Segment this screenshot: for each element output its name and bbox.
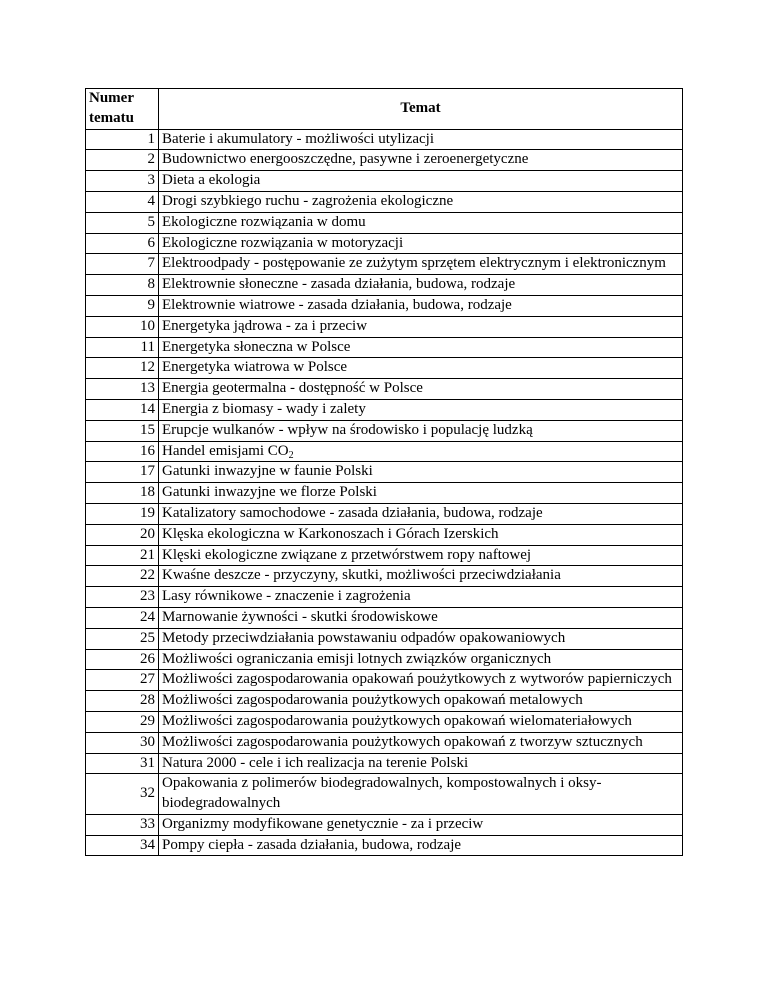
table-body	[86, 129, 683, 856]
topic-title	[159, 254, 683, 275]
topic-number: 6	[86, 233, 159, 254]
table-row	[86, 275, 683, 296]
topic-title-text: Możliwości zagospodarowania opakowań poużytkowych z wytworów papierniczych	[162, 671, 672, 688]
topic-number: 17	[86, 462, 159, 483]
topic-title-text: Elektroodpady - postępowanie ze zużytym sprzętem elektrycznym i elektronicznym	[162, 255, 666, 272]
topic-title-text: Handel emisjami CO	[162, 442, 289, 459]
topic-number: 16	[86, 441, 159, 462]
topic-number: 14	[86, 399, 159, 420]
table-row	[86, 711, 683, 732]
topic-title	[159, 358, 683, 379]
topic-number: 29	[86, 711, 159, 732]
topic-title-text: Organizmy modyfikowane genetycznie - za i przeciw	[162, 815, 484, 832]
topic-number: 21	[86, 545, 159, 566]
topic-number: 18	[86, 483, 159, 504]
topic-title-text: Możliwości zagospodarowania poużytkowych opakowań z tworzyw sztucznych	[162, 733, 643, 750]
topic-title-text: Gatunki inwazyjne we florze Polski	[162, 484, 377, 501]
table-row	[86, 212, 683, 233]
topic-title-text: Możliwości zagospodarowania poużytkowych opakowań metalowych	[162, 692, 583, 709]
topic-number: 32	[86, 774, 159, 815]
table-row	[86, 774, 683, 815]
topic-title	[159, 691, 683, 712]
table-row	[86, 628, 683, 649]
topic-number: 11	[86, 337, 159, 358]
topic-title	[159, 129, 683, 150]
topic-title-text: Natura 2000 - cele i ich realizacja na terenie Polski	[162, 754, 469, 771]
topic-title	[159, 835, 683, 856]
topic-title-text: Energia z biomasy - wady i zalety	[162, 400, 366, 417]
topic-title	[159, 295, 683, 316]
table-row	[86, 171, 683, 192]
topic-number: 27	[86, 670, 159, 691]
topic-title-text: Elektrownie wiatrowe - zasada działania, budowa, rodzaje	[162, 296, 512, 313]
topic-title-text: Drogi szybkiego ruchu - zagrożenia ekologiczne	[162, 192, 454, 209]
topic-title	[159, 545, 683, 566]
topic-title	[159, 628, 683, 649]
topic-number: 26	[86, 649, 159, 670]
topic-title	[159, 191, 683, 212]
topic-number: 19	[86, 503, 159, 524]
topic-number: 13	[86, 379, 159, 400]
topic-number: 31	[86, 753, 159, 774]
topic-title	[159, 587, 683, 608]
table-row	[86, 545, 683, 566]
topic-number: 5	[86, 212, 159, 233]
topics-table	[85, 88, 683, 856]
topic-number: 8	[86, 275, 159, 296]
topic-title-text: Ekologiczne rozwiązania w motoryzacji	[162, 234, 404, 251]
topic-number: 20	[86, 524, 159, 545]
topic-title-text: Klęski ekologiczne związane z przetwórstwem ropy naftowej	[162, 546, 532, 563]
topic-number: 15	[86, 420, 159, 441]
topic-title-text: Energetyka wiatrowa w Polsce	[162, 359, 348, 376]
table-row	[86, 129, 683, 150]
table-row	[86, 753, 683, 774]
topic-title	[159, 316, 683, 337]
topic-title	[159, 212, 683, 233]
table-row	[86, 483, 683, 504]
table-row	[86, 462, 683, 483]
table-row	[86, 233, 683, 254]
topic-title	[159, 774, 683, 815]
topic-title-text: Energia geotermalna - dostępność w Polsce	[162, 380, 423, 397]
topic-title-text: Katalizatory samochodowe - zasada działania, budowa, rodzaje	[162, 504, 543, 521]
table-row	[86, 691, 683, 712]
table-row	[86, 835, 683, 856]
topic-title-text: Klęska ekologiczna w Karkonoszach i Górach Izerskich	[162, 525, 499, 542]
topic-number: 24	[86, 607, 159, 628]
topic-number: 9	[86, 295, 159, 316]
topic-title	[159, 150, 683, 171]
topic-title	[159, 753, 683, 774]
table-row	[86, 524, 683, 545]
table-row	[86, 814, 683, 835]
topic-title-text: Elektrownie słoneczne - zasada działania, budowa, rodzaje	[162, 276, 516, 293]
topic-number: 22	[86, 566, 159, 587]
topic-title	[159, 171, 683, 192]
topic-title-text: Pompy ciepła - zasada działania, budowa, rodzaje	[162, 836, 462, 853]
topic-title	[159, 233, 683, 254]
topic-title	[159, 337, 683, 358]
topic-number: 12	[86, 358, 159, 379]
topic-number: 28	[86, 691, 159, 712]
topic-title-text: Metody przeciwdziałania powstawaniu odpadów opakowaniowych	[162, 629, 566, 646]
topic-title	[159, 462, 683, 483]
topic-title	[159, 399, 683, 420]
table-row	[86, 358, 683, 379]
topic-number: 3	[86, 171, 159, 192]
header-topic: Temat	[159, 89, 683, 130]
topic-title-text: Energetyka jądrowa - za i przeciw	[162, 317, 368, 334]
table-row	[86, 566, 683, 587]
topic-title-text: Budownictwo energooszczędne, pasywne i zeroenergetyczne	[162, 151, 529, 168]
topic-title-text: Gatunki inwazyjne w faunie Polski	[162, 463, 373, 480]
topic-number: 10	[86, 316, 159, 337]
table-row	[86, 420, 683, 441]
table-row	[86, 316, 683, 337]
topic-title	[159, 503, 683, 524]
topic-number: 7	[86, 254, 159, 275]
topic-title-text: Opakowania z polimerów biodegradowalnych, kompostowalnych i oksy-biodegradowalnych	[162, 775, 602, 812]
topic-title	[159, 483, 683, 504]
topic-title	[159, 814, 683, 835]
table-row	[86, 503, 683, 524]
topic-title	[159, 379, 683, 400]
topic-title-text: Możliwości zagospodarowania poużytkowych opakowań wielomateriałowych	[162, 712, 632, 729]
topic-number: 25	[86, 628, 159, 649]
topic-title	[159, 441, 683, 462]
topic-title-text: Ekologiczne rozwiązania w domu	[162, 213, 366, 230]
topic-title-text: Możliwości ograniczania emisji lotnych związków organicznych	[162, 650, 552, 667]
topic-title-text: Baterie i akumulatory - możliwości utylizacji	[162, 130, 434, 147]
table-row	[86, 587, 683, 608]
table-row	[86, 150, 683, 171]
table-row	[86, 295, 683, 316]
topic-title	[159, 711, 683, 732]
header-number: Numer tematu	[86, 89, 159, 130]
topic-title-text: Energetyka słoneczna w Polsce	[162, 338, 351, 355]
topic-number: 4	[86, 191, 159, 212]
topic-title-text: Lasy równikowe - znaczenie i zagrożenia	[162, 588, 411, 605]
topic-title-text: Erupcje wulkanów - wpływ na środowisko i populację ludzką	[162, 421, 533, 438]
topic-title	[159, 275, 683, 296]
topic-title	[159, 566, 683, 587]
table-row	[86, 649, 683, 670]
topic-title-text: Dieta a ekologia	[162, 172, 261, 189]
table-row	[86, 379, 683, 400]
table-row	[86, 337, 683, 358]
topic-title-subscript: 2	[288, 449, 294, 461]
topic-number: 2	[86, 150, 159, 171]
topic-title	[159, 649, 683, 670]
topic-title-text: Marnowanie żywności - skutki środowiskowe	[162, 608, 438, 625]
topic-number: 1	[86, 129, 159, 150]
topic-number: 33	[86, 814, 159, 835]
topic-title-text: Kwaśne deszcze - przyczyny, skutki, możliwości przeciwdziałania	[162, 567, 561, 584]
topic-number: 23	[86, 587, 159, 608]
topic-title	[159, 732, 683, 753]
topic-title	[159, 420, 683, 441]
table-row	[86, 191, 683, 212]
topic-title	[159, 607, 683, 628]
table-row	[86, 399, 683, 420]
table-row	[86, 607, 683, 628]
topic-number: 34	[86, 835, 159, 856]
topic-title	[159, 670, 683, 691]
table-header-row	[86, 89, 683, 130]
table-row	[86, 670, 683, 691]
table-row	[86, 254, 683, 275]
topic-number: 30	[86, 732, 159, 753]
table-row	[86, 441, 683, 462]
topic-title	[159, 524, 683, 545]
table-row	[86, 732, 683, 753]
